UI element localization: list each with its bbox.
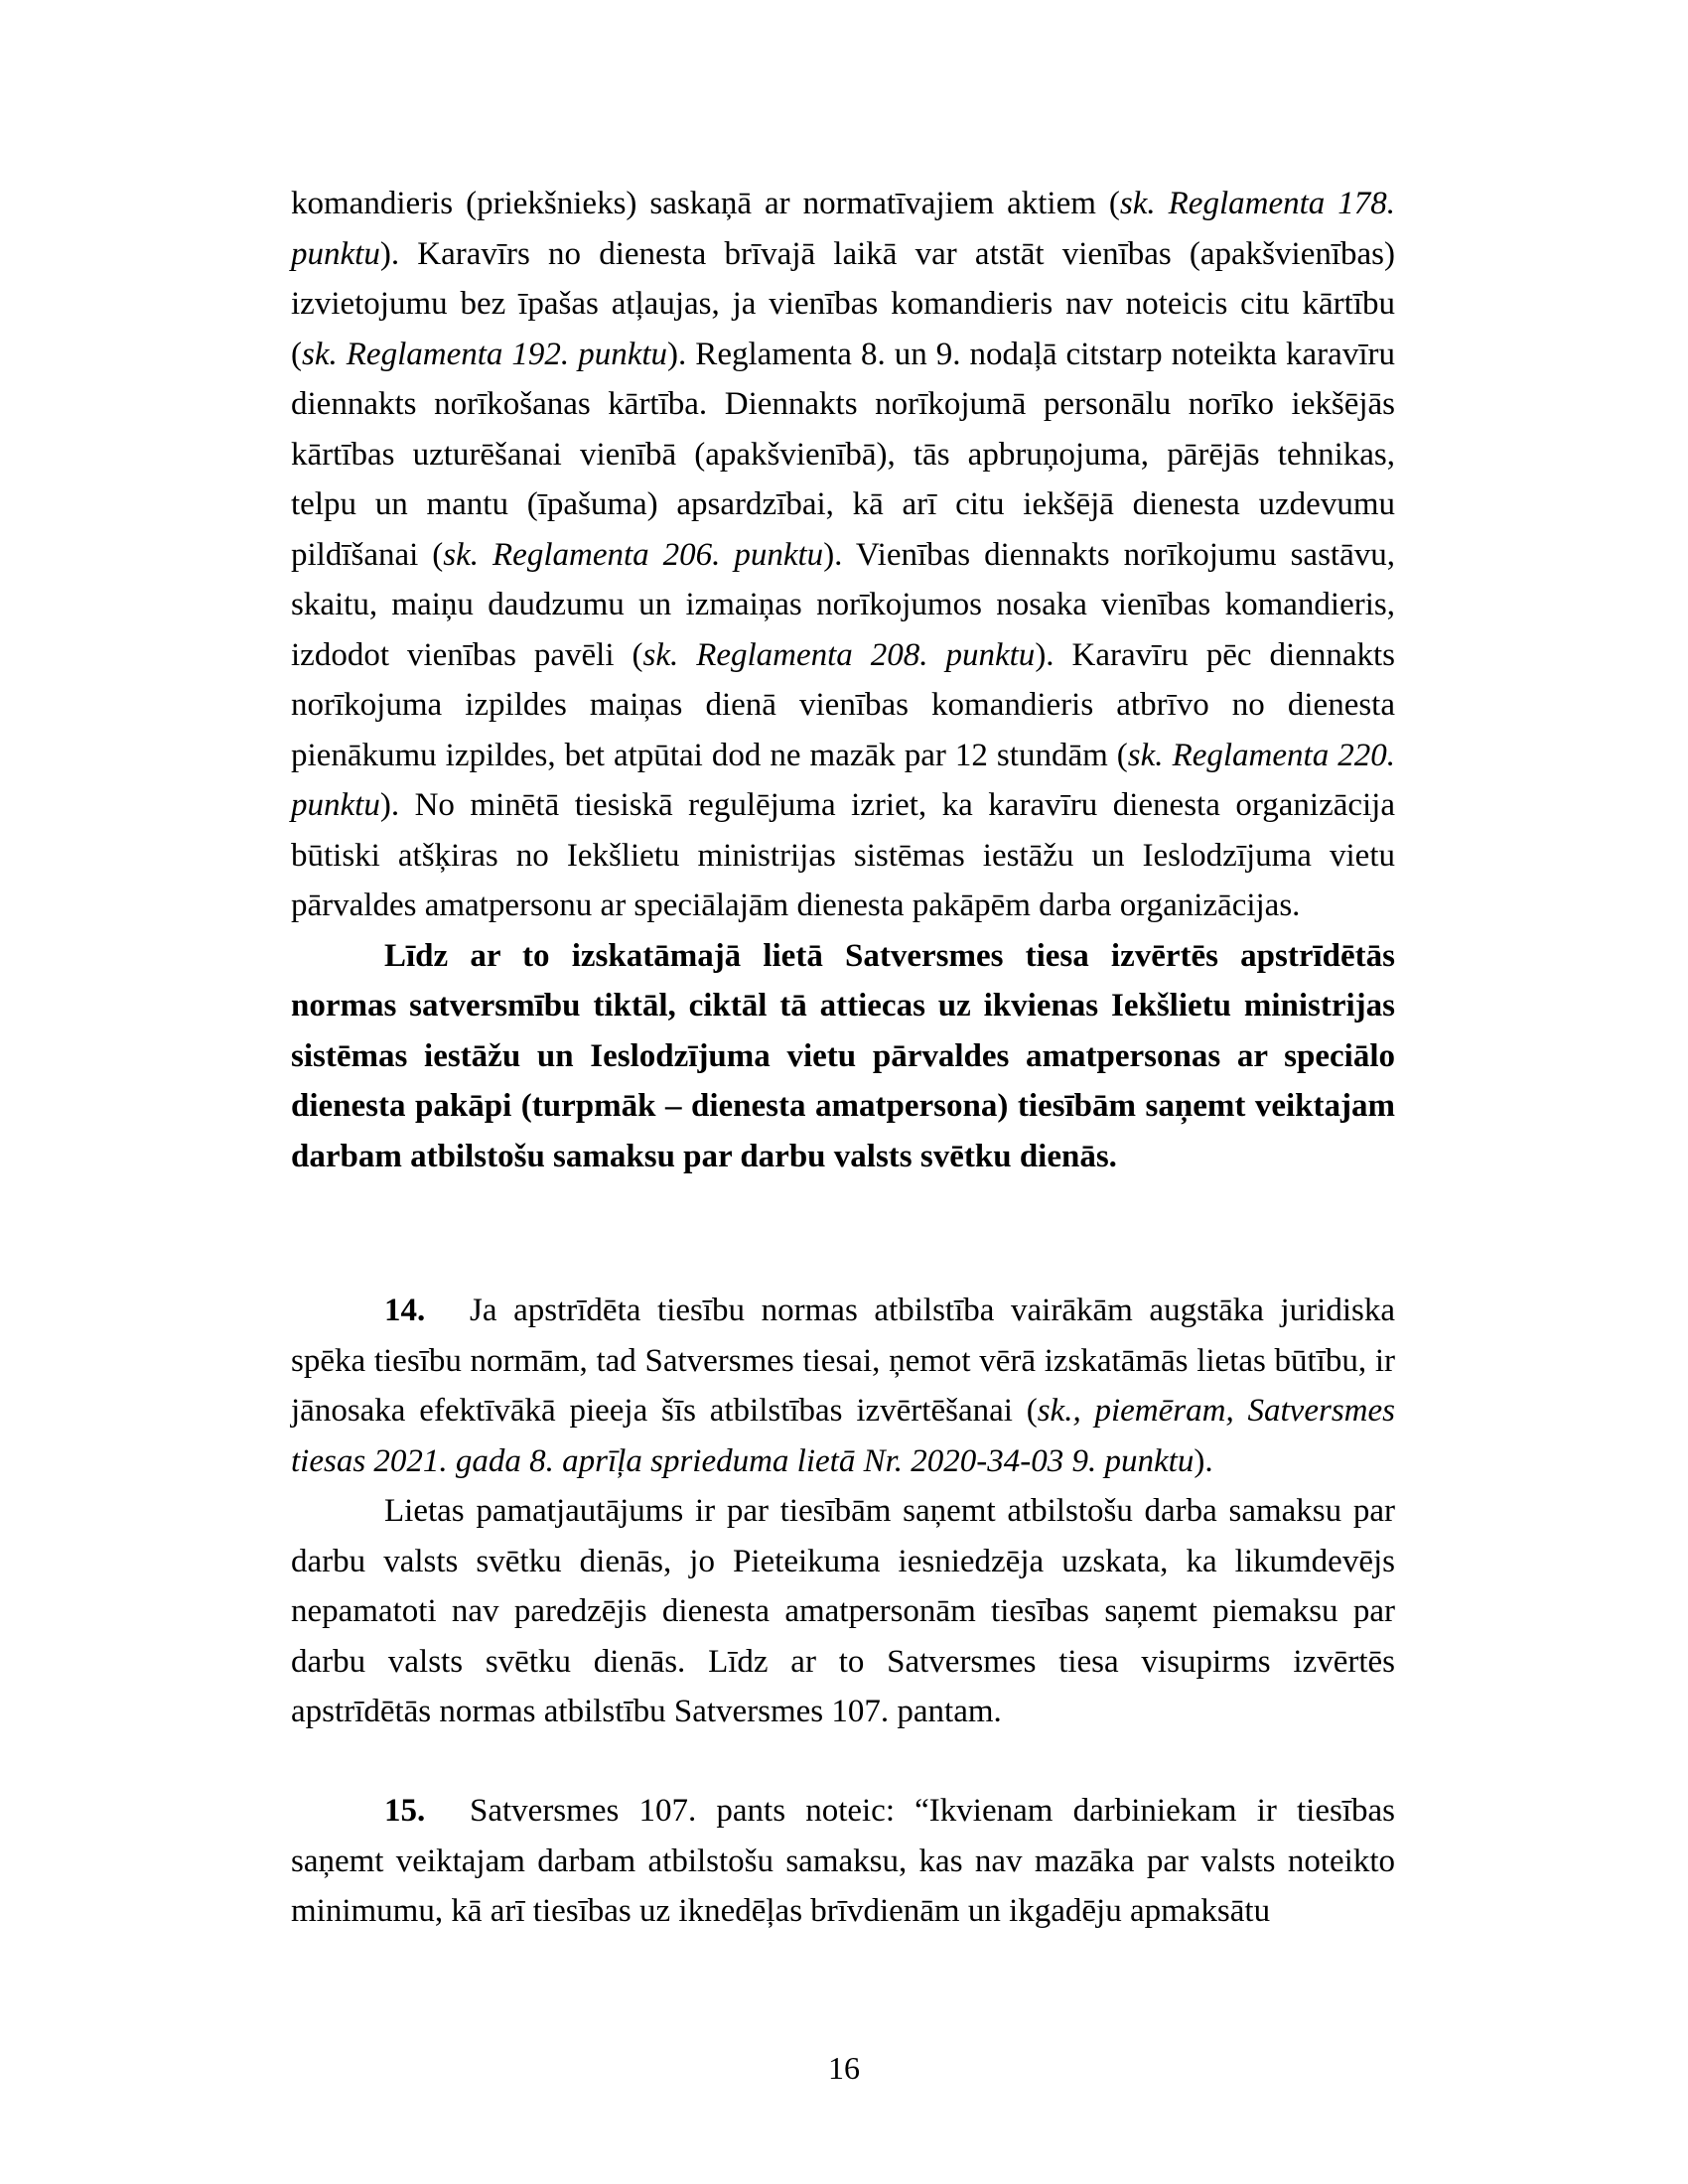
citation-text: sk., piemēram, Satversmes tiesas 2021. gada 8. aprīļa sprieduma lietā Nr. 2020-34-03 9. punktu (291, 1393, 1395, 1479)
citation-text: sk. Reglamenta 206. punktu (443, 536, 824, 573)
text-segment: ). Vienības diennakts norīkojumu sastāvu, skaitu, maiņu daudzumu un izmaiņas norīkojumos nosaka vienības komandieris, izdodot vienības pavēli ( (291, 536, 1395, 673)
paragraph-14-continued (291, 1486, 1395, 1737)
citation-text: sk. Reglamenta 220. punktu (291, 737, 1395, 823)
paragraph-14 (291, 1286, 1395, 1486)
citation-text: sk. Reglamenta 208. punktu (642, 636, 1036, 673)
section-14 (291, 1286, 1395, 1737)
page-number: 16 (828, 2050, 860, 2086)
text-segment: Satversmes 107. pants noteic: “Ikvienam darbiniekam ir tiesības saņemt veiktajam darbam atbilstošu samaksu, kas nav mazāka par valsts noteikto minimumu, kā arī tiesības uz iknedēļas brīvdienām un ikgadēju apmaksātu (291, 1793, 1395, 1929)
paragraph-15 (291, 1786, 1395, 1937)
body-text-top (291, 179, 1395, 1181)
text-segment: Lietas pamatjautājums ir par tiesībām saņemt atbilstošu darba samaksu par darbu valsts svētku dienās, jo Pieteikuma iesniedzēja uzskata, ka likumdevējs nepamatoti nav paredzējis dienesta amatpersonām tiesības saņemt piemaksu par darbu valsts svētku dienās. Līdz ar to Satversmes tiesa visupirms izvērtēs apstrīdētās normas atbilstību Satversmes 107. pantam. (291, 1493, 1395, 1729)
citation-text: sk. Reglamenta 192. punktu (302, 336, 668, 372)
section-15 (291, 1786, 1395, 1937)
paragraph-continuation (291, 179, 1395, 931)
text-segment: Līdz ar to izskatāmajā lietā Satversmes tiesa izvērtēs apstrīdētās normas satversmību tiktāl, ciktāl tā attiecas uz ikvienas Iekšlietu ministrijas sistēmas iestāžu un Ieslodzījuma vietu pārvaldes amatpersonas ar speciālo dienesta pakāpi (turpmāk – dienesta amatpersona) tiesībām saņemt veiktajam darbam atbilstošu samaksu par darbu valsts svētku dienās. (291, 937, 1395, 1174)
text-segment: Ja apstrīdēta tiesību normas atbilstība vairākām augstāka juridiska spēka tiesību normām, tad Satversmes tiesai, ņemot vērā izskatāmās lietas būtību, ir jānosaka efektīvākā pieeja šīs atbilstības izvērtēšanai ( (291, 1293, 1395, 1429)
text-segment: ). No minētā tiesiskā regulējuma izriet, ka karavīru dienesta organizācija būtiski atšķiras no Iekšlietu ministrijas sistēmas iestāžu un Ieslodzījuma vietu pārvaldes amatpersonu ar speciālajām dienesta pakāpēm darba organizācijas. (291, 787, 1395, 923)
section-number: 14. (384, 1293, 426, 1328)
section-number: 15. (384, 1793, 426, 1829)
text-segment: ). Karavīru pēc diennakts norīkojuma izpildes maiņas dienā vienības komandieris atbrīvo no dienesta pienākumu izpildes, bet atpūtai dod ne mazāk par 12 stundām ( (291, 636, 1395, 773)
text-segment: komandieris (priekšnieks) saskaņā ar normatīvajiem aktiem ( (291, 186, 1120, 221)
paragraph-conclusion-bold (291, 931, 1395, 1182)
text-segment: ). Reglamenta 8. un 9. nodaļā citstarp noteikta karavīru diennakts norīkošanas kārtība. Diennakts norīkojumā personālu norīko iekšējās kārtības uzturēšanai vienībā (apakšvienībā), tās apbruņojuma, pārējās tehnikas, telpu un mantu (īpašuma) apsardzībai, kā arī citu iekšējā dienesta uzdevumu pildīšanai ( (291, 336, 1395, 573)
text-segment: ). Karavīrs no dienesta brīvajā laikā var atstāt vienības (apakšvienības) izvietojumu bez īpašas atļaujas, ja vienības komandieris nav noteicis citu kārtību ( (291, 235, 1395, 372)
citation-text: sk. Reglamenta 178. punktu (291, 186, 1396, 272)
text-segment: ). (1194, 1442, 1213, 1479)
